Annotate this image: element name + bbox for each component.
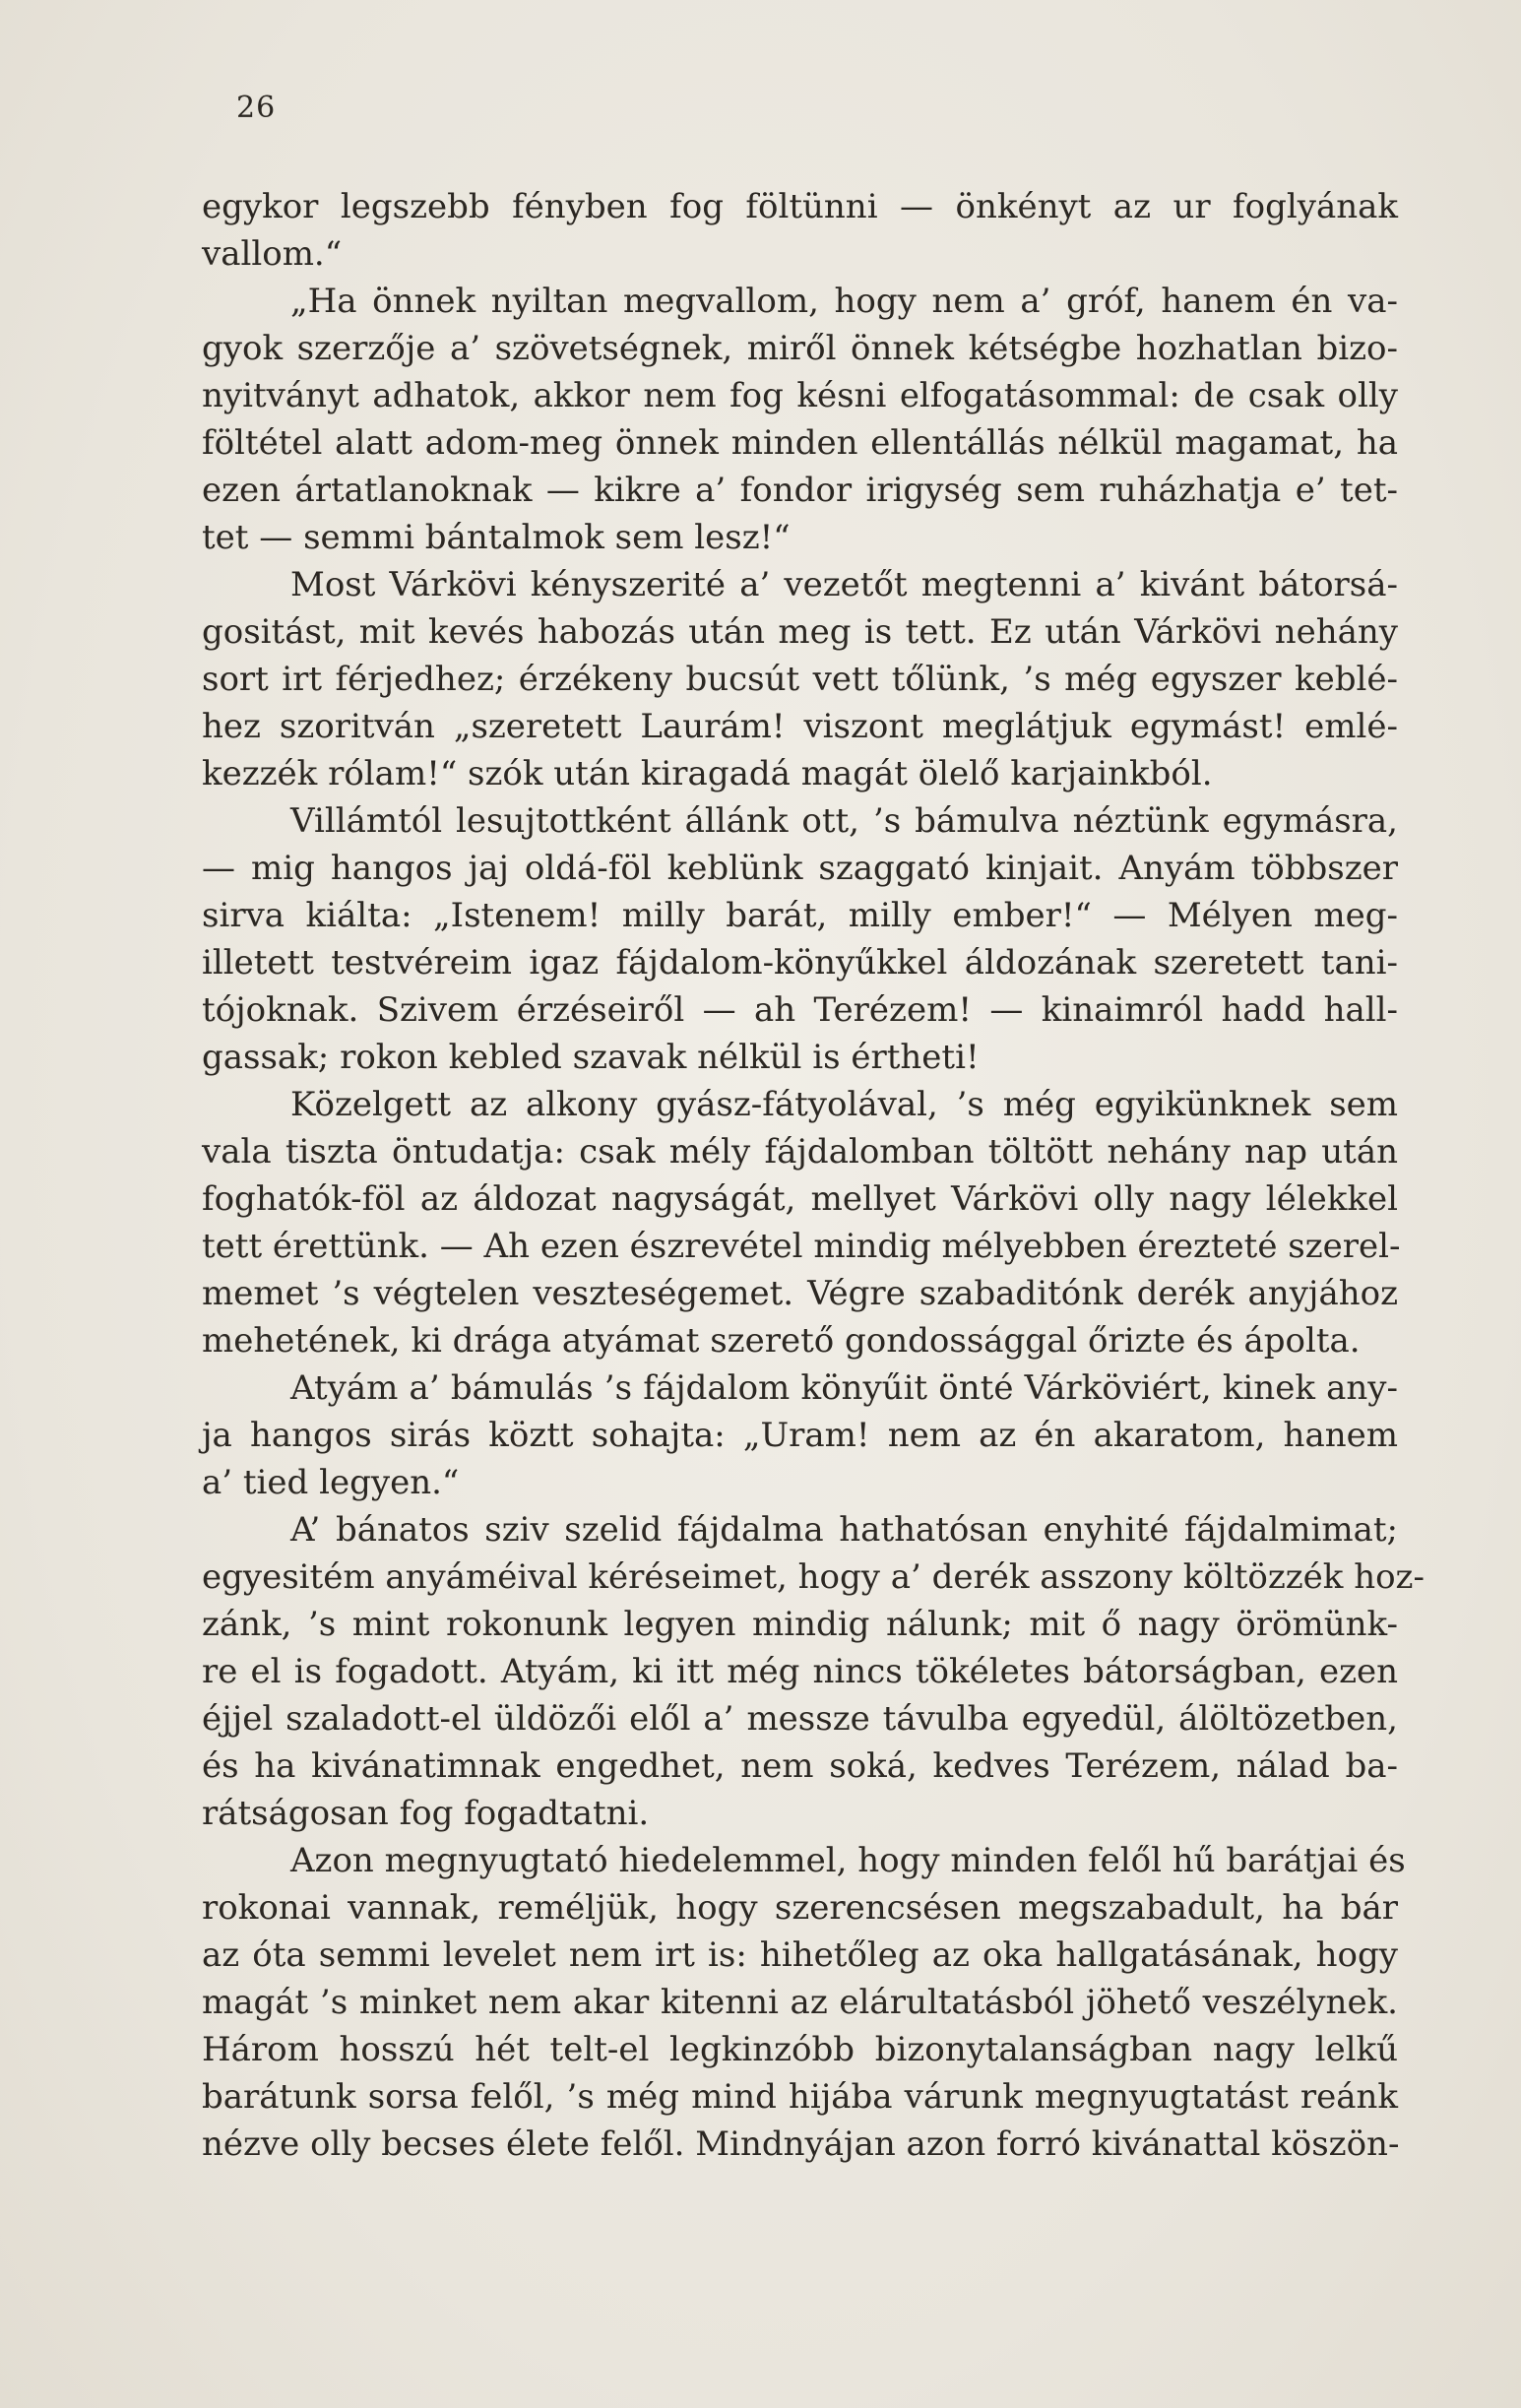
text-line: re el is fogadott. Atyám, ki itt még nincs tökéletes bátorságban, ezen — [202, 1652, 1398, 1691]
text-line: rátságosan fog fogadtatni. — [202, 1794, 650, 1833]
text-line: memet ’s végtelen veszteségemet. Végre szabaditónk derék anyjához — [202, 1274, 1398, 1313]
text-line: és ha kivánatimnak engedhet, nem soká, kedves Terézem, nálad ba- — [202, 1746, 1398, 1786]
text-line: tet — semmi bántalmok sem lesz!“ — [202, 518, 791, 557]
text-line: — mig hangos jaj oldá-föl keblünk szaggató kinjait. Anyám többszer — [202, 849, 1398, 888]
text-line: tójoknak. Szivem érzéseiről — ah Terézem! — kinaimról hadd hall- — [202, 990, 1398, 1030]
text-line: föltétel alatt adom-meg önnek minden ellentállás nélkül magamat, ha — [202, 423, 1398, 463]
text-line: Villámtól lesujtottként állánk ott, ’s bámulva néztünk egymásra, — [290, 801, 1398, 841]
text-line: hez szoritván „szeretett Laurám! viszont meglátjuk egymást! emlé- — [202, 707, 1398, 746]
text-line: sirva kiálta: „Istenem! milly barát, milly ember!“ — Mélyen meg- — [202, 896, 1398, 935]
text-line: Most Várkövi kényszerité a’ vezetőt megtenni a’ kivánt bátorsá- — [290, 565, 1398, 604]
text-line: ja hangos sirás köztt sohajta: „Uram! nem az én akaratom, hanem — [202, 1416, 1398, 1455]
text-line: gyok szerzője a’ szövetségnek, miről önnek kétségbe hozhatlan bizo- — [202, 329, 1398, 368]
text-line: kezzék rólam!“ szók után kiragadá magát ölelő karjainkból. — [202, 754, 1213, 793]
text-line: A’ bánatos sziv szelid fájdalma hathatósan enyhité fájdalmimat; — [290, 1510, 1398, 1550]
text-line: vallom.“ — [202, 234, 343, 274]
text-line: vala tiszta öntudatja: csak mély fájdalomban töltött nehány nap után — [202, 1132, 1398, 1172]
text-line: gassak; rokon kebled szavak nélkül is értheti! — [202, 1038, 980, 1077]
text-line: Azon megnyugtató hiedelemmel, hogy minden felől hű barátjai és — [290, 1841, 1406, 1880]
body-text — [202, 183, 1425, 2168]
text-line: a’ tied legyen.“ — [202, 1463, 460, 1502]
text-line: egyesitém anyáméival kéréseimet, hogy a’ derék asszony költözzék hoz- — [202, 1557, 1425, 1597]
text-line: Atyám a’ bámulás ’s fájdalom könyűit önté Várköviért, kinek any- — [290, 1368, 1398, 1408]
text-line: az óta semmi levelet nem irt is: hihetőleg az oka hallgatásának, hogy — [202, 1935, 1398, 1975]
text-line: sort irt férjedhez; érzékeny bucsút vett tőlünk, ’s még egyszer keblé- — [202, 660, 1398, 699]
text-line: gositást, mit kevés habozás után meg is tett. Ez után Várkövi nehány — [202, 612, 1398, 652]
text-line: mehetének, ki drága atyámat szerető gondossággal őrizte és ápolta. — [202, 1321, 1361, 1361]
text-line: egykor legszebb fényben fog föltünni — önkényt az ur foglyának — [202, 187, 1398, 226]
text-line: zánk, ’s mint rokonunk legyen mindig nálunk; mit ő nagy örömünk- — [202, 1605, 1398, 1644]
text-line: nézve olly becses élete felől. Mindnyájan azon forró kivánattal köszön- — [202, 2124, 1400, 2164]
text-line: ezen ártatlanoknak — kikre a’ fondor irigység sem ruházhatja e’ tet- — [202, 471, 1398, 510]
text-line: Három hosszú hét telt-el legkinzóbb bizonytalanságban nagy lelkű — [202, 2030, 1398, 2069]
text-line: magát ’s minket nem akar kitenni az elárultatásból jöhető veszélynek. — [202, 1983, 1398, 2022]
text-line: nyitványt adhatok, akkor nem fog késni elfogatásommal: de csak olly — [202, 376, 1398, 415]
text-line: Közelgett az alkony gyász-fátyolával, ’s még egyikünknek sem — [290, 1085, 1398, 1124]
page-number: 26 — [236, 91, 277, 125]
text-line: rokonai vannak, reméljük, hogy szerencsésen megszabadult, ha bár — [202, 1888, 1398, 1928]
text-line: illetett testvéreim igaz fájdalom-könyűkkel áldozának szeretett tani- — [202, 943, 1398, 982]
text-line: foghatók-föl az áldozat nagyságát, mellyet Várkövi olly nagy lélekkel — [202, 1179, 1398, 1219]
text-line: éjjel szaladott-el üldözői elől a’ messze távulba egyedül, álöltözetben, — [202, 1699, 1398, 1739]
text-line: „Ha önnek nyiltan megvallom, hogy nem a’ gróf, hanem én va- — [290, 282, 1398, 321]
text-line: barátunk sorsa felől, ’s még mind hijába várunk megnyugtatást reánk — [202, 2077, 1398, 2117]
text-line: tett érettünk. — Ah ezen észrevétel mindig mélyebben érezteté szerel- — [202, 1227, 1401, 1266]
